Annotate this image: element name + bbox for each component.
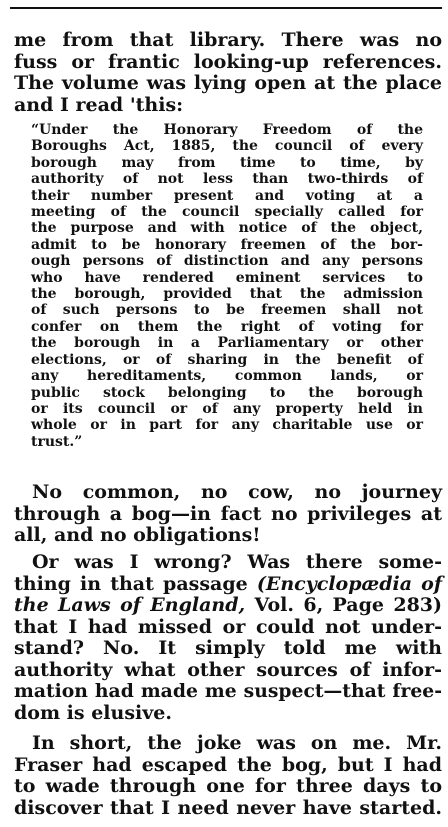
text-line: mation had made me suspect—that free- bbox=[14, 680, 442, 702]
paragraph-or-was-i-wrong bbox=[14, 552, 442, 724]
text-line: that I had missed or could not under- bbox=[14, 615, 442, 638]
text-line: through a bog—in fact no privileges at bbox=[14, 502, 442, 525]
quote-line: the borough in a Parliamentary or other bbox=[31, 335, 423, 352]
quote-line: public stock belonging to the borough bbox=[31, 384, 423, 401]
text-line: me from that library. There was no bbox=[14, 29, 442, 51]
citation-reference: Vol. 6, Page 283) bbox=[245, 594, 442, 616]
text-line: Or was I wrong? Was there some- bbox=[32, 551, 442, 573]
paragraph-in-short bbox=[14, 733, 442, 819]
block-quote bbox=[31, 122, 423, 450]
quote-line: their number present and voting at a bbox=[31, 187, 423, 204]
text-line: No common, no cow, no journey bbox=[32, 481, 442, 503]
quote-line: Boroughs Act, 1885, the council of every bbox=[31, 138, 423, 155]
text-line: and I read 'this: bbox=[14, 93, 184, 116]
quote-line: authority of not less than two-thirds of bbox=[31, 171, 423, 188]
text-line: The volume was lying open at the place bbox=[14, 72, 442, 94]
quote-line: borough may from time to time, by bbox=[31, 154, 423, 171]
quote-line: the purpose and with notice of the object, bbox=[31, 220, 423, 237]
quote-line: or its council or of any property held in bbox=[31, 400, 423, 417]
text-line: stand? No. It simply told me with bbox=[14, 637, 442, 659]
text-line: dom is elusive. bbox=[14, 701, 172, 724]
text-line: discover that I need never have started. bbox=[14, 796, 442, 819]
text-line: fuss or frantic looking-up references. bbox=[14, 50, 442, 73]
quote-line: the borough, provided that the admission bbox=[31, 286, 423, 303]
quote-line: any hereditaments, common lands, or bbox=[31, 368, 423, 385]
text-line: In short, the joke was on me. Mr. bbox=[32, 732, 442, 754]
quote-line: confer on them the right of voting for bbox=[31, 318, 423, 335]
text-line: to wade through one for three days to bbox=[14, 775, 442, 797]
paragraph-continuation bbox=[14, 30, 442, 116]
quote-line: whole or in part for any charitable use or bbox=[31, 417, 423, 434]
quote-line: admit to be honorary freemen of the bor- bbox=[31, 236, 423, 253]
quote-line: of such persons to be freemen shall not bbox=[31, 302, 423, 319]
quote-line: who have rendered eminent services to bbox=[31, 269, 423, 286]
citation-title: (Encyclopædia of bbox=[256, 572, 442, 595]
text-line bbox=[14, 595, 442, 617]
top-rule bbox=[10, 7, 442, 9]
text-line bbox=[14, 574, 442, 596]
text-span: thing in that passage bbox=[14, 572, 257, 595]
quote-line: ough persons of distinction and any persons bbox=[31, 253, 423, 270]
text-line: all, and no obligations! bbox=[14, 524, 261, 546]
quote-line: elections, or of sharing in the benefit of bbox=[31, 351, 423, 368]
quote-line: trust.” bbox=[31, 433, 83, 450]
citation-title: the Laws of England, bbox=[14, 594, 246, 616]
paragraph-no-common bbox=[14, 482, 442, 547]
quote-line: meeting of the council specially called for bbox=[31, 204, 423, 221]
quote-line: “Under the Honorary Freedom of the bbox=[31, 122, 423, 138]
text-line: authority what other sources of infor- bbox=[14, 658, 442, 681]
text-line: Fraser had escaped the bog, but I had bbox=[14, 753, 442, 776]
